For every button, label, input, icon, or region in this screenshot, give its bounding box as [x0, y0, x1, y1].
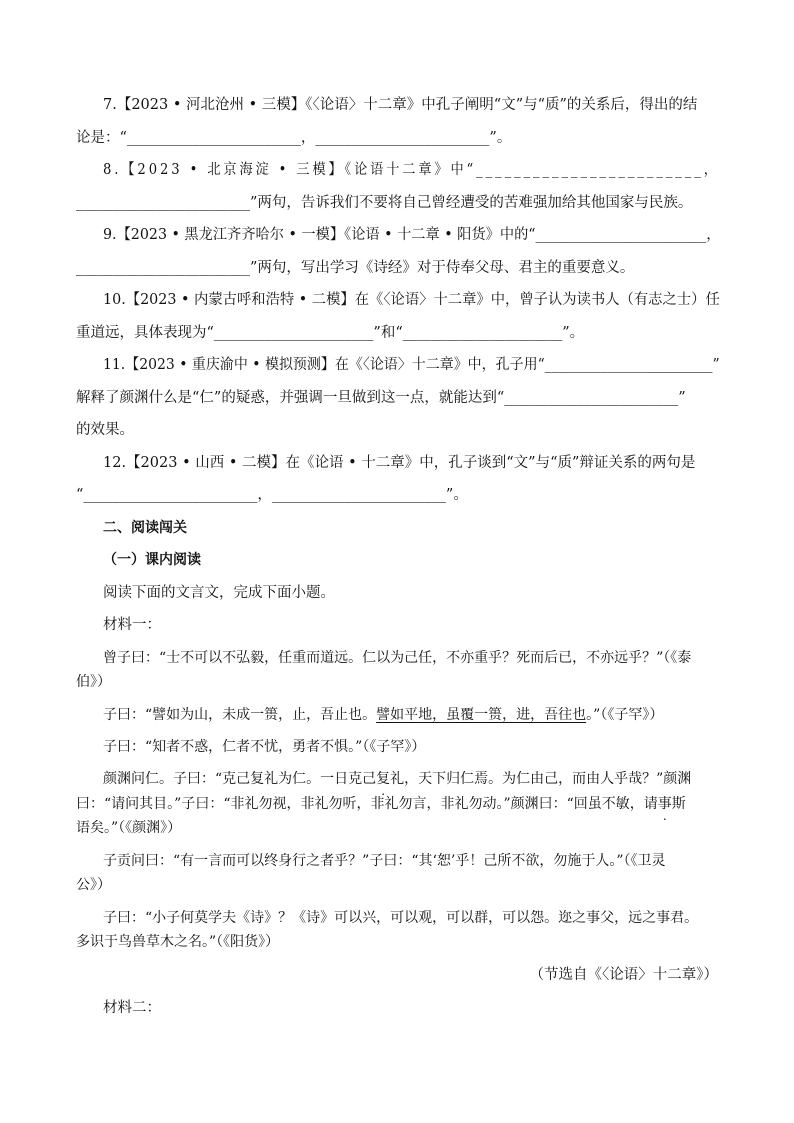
- passage-p6-line-1: 子曰：“小子何莫学夫《诗》？《诗》可以兴，可以观，可以群，可以怨。迩之事父，远之事君。: [103, 910, 699, 926]
- passage-p4-line-3: 语矣。”（《颜渊》）: [76, 820, 182, 836]
- material-one-label: 材料一：: [103, 617, 161, 633]
- q10-line-2: 重道远，具体表现为“______________________”和“______________________”。: [76, 325, 585, 341]
- passage-p2-underlined: 譬如平地，虽覆一篑，进，吾往也: [376, 707, 587, 723]
- q7-line-2: 论是：“________________________，________________________”。: [76, 130, 512, 146]
- passage-p4-line-1: [103, 769, 691, 789]
- passage-p3: 子曰：“知者不惑，仁者不忧，勇者不惧。”（《子罕》）: [103, 739, 426, 755]
- passage-p4-l1-b: 礼，天下归仁焉。为仁由己，而由人乎哉？”颜渊: [390, 771, 692, 787]
- q7-line-1: 7.【2023 • 河北沧州 • 三模】《〈论语〉十二章》中孔子阐明“文”与“质”的关系后，得出的结: [103, 97, 698, 113]
- q12-line-2: “________________________，________________________”。: [76, 487, 468, 503]
- q9-line-1: 9.【2023 • 黑龙江齐齐哈尔 • 一模】《论语 • 十二章 • 阳货》中的“________________________，: [103, 227, 721, 243]
- passage-p2-text-b: 。”（《子罕》）: [586, 707, 664, 723]
- q10-line-1: 10.【2023 • 内蒙古呼和浩特 • 二模】在《〈论语〉十二章》中，曾子认为读书人（有志之士）任: [103, 292, 720, 308]
- q11-line-2: 解释了颜渊什么是“仁”的疑惑，并强调一旦做到这一点，就能达到“________________________”: [76, 390, 686, 406]
- passage-p1-line-2: 伯》）: [76, 674, 111, 690]
- passage-p6-line-2: 多识于鸟兽草木之名。”（《阳货》）: [76, 934, 280, 950]
- dotted-char-shi: 事: [657, 796, 672, 812]
- passage-p1-line-1: 曾子曰：“士不可以不弘毅，任重而道远。仁以为己任，不亦重乎？死而后已，不亦远乎？”（《泰: [103, 650, 692, 666]
- passage-p4-l1-a: 颜渊问仁。子曰：“克己复礼为仁。一日克己: [103, 771, 377, 787]
- passage-p4-l2-b: 斯: [671, 796, 686, 812]
- q11-line-1: 11.【2023 • 重庆渝中 • 模拟预测】在《〈论语〉十二章》中，孔子用“________________________”: [103, 357, 720, 373]
- passage-p4-line-2: [76, 794, 686, 814]
- subsection-title: （一）课内阅读: [103, 552, 201, 568]
- material-two-label: 材料二：: [103, 1000, 161, 1016]
- passage-p4-l2-a: 曰：“请问其目。”子曰：“非礼勿视，非礼勿听，非礼勿言，非礼勿动。”颜渊曰：“回虽不敏，请: [76, 796, 658, 812]
- passage-p5-line-2: 公》）: [76, 877, 111, 893]
- passage-p2: [103, 705, 663, 725]
- q8-line-2: ________________________”两句，告诉我们不要将自己曾经遭受的苦难强加给其他国家与民族。: [76, 195, 693, 211]
- instruction-text: 阅读下面的文言文，完成下面小题。: [103, 585, 335, 601]
- q8-line-1: 8.【2023 • 北京海淀 • 三模】《论语十二章》中“________________________，: [103, 162, 720, 178]
- dotted-char-fu: 复: [376, 771, 391, 787]
- passage-p2-text-a: 子曰：“譬如为山，未成一篑，止，吾止也。: [103, 707, 377, 723]
- q9-line-2: ________________________”两句，写出学习《诗经》对于侍奉父母、君主的重要意义。: [76, 260, 635, 276]
- section-title: 二、阅读闯关: [103, 520, 187, 536]
- q11-line-3: 的效果。: [76, 422, 134, 438]
- source-note: （节选自《〈论语〉十二章》）: [529, 967, 718, 983]
- q12-line-1: 12.【2023 • 山西 • 二模】在《论语 • 十二章》中，孔子谈到“文”与“质”辩证关系的两句是: [103, 455, 696, 471]
- passage-p5-line-1: 子贡问曰：“有一言而可以终身行之者乎？”子曰：“其‘恕’乎！己所不欲，勿施于人。”（《卫灵: [103, 853, 666, 869]
